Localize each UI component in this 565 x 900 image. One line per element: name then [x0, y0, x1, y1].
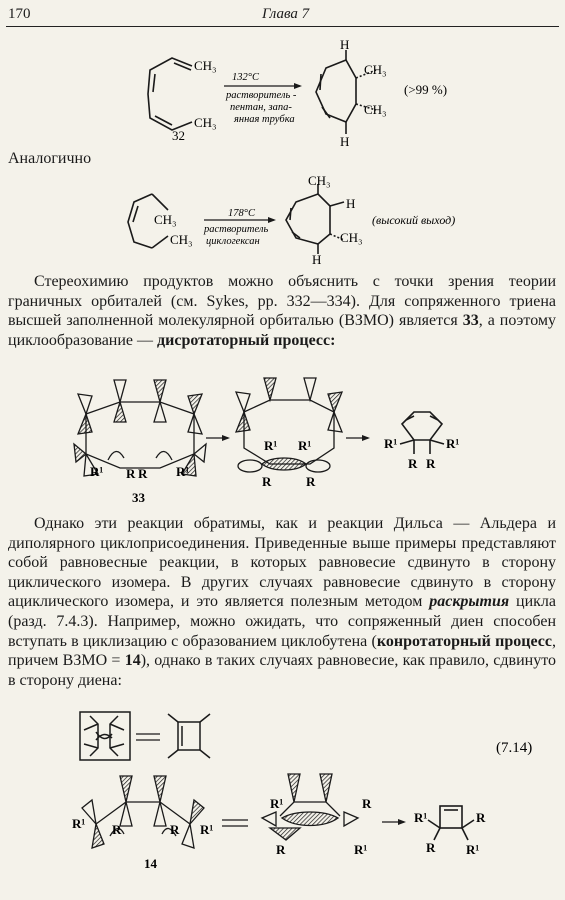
homo-ref: 14 — [124, 652, 141, 670]
ch3-label: CH₃ — [308, 173, 331, 188]
ch3-label: CH₃ — [194, 58, 217, 73]
substituent-label: R¹ — [446, 436, 460, 451]
page-number: 170 — [8, 6, 31, 22]
triene-32-structure — [148, 58, 192, 130]
substituent-label: R¹ — [414, 810, 428, 825]
condition-temperature: 178°C — [228, 208, 255, 219]
hydrogen-label: H — [312, 252, 322, 264]
substituent-label: R — [112, 822, 122, 837]
transition-orbital-diagram — [236, 378, 342, 472]
ch3-label: CH₃ — [364, 62, 387, 77]
scheme-2-cyclization — [0, 172, 565, 264]
substituent-label: R — [426, 456, 436, 471]
bicyclic-product — [286, 184, 344, 254]
substituent-label: R — [262, 474, 272, 489]
scheme-4-cyclobutene-equilibrium — [0, 704, 565, 900]
condition-text: пентан, запа- — [230, 102, 292, 113]
substituent-label: R — [126, 466, 136, 481]
substituent-label: R — [170, 822, 180, 837]
ch3-label: CH₃ — [364, 102, 387, 117]
yield-label: (высокий выход) — [372, 213, 456, 227]
equilibrium-arrows — [136, 734, 160, 740]
substituent-label: R — [408, 456, 418, 471]
compound-ref: 33 — [462, 312, 479, 330]
diene-schematic — [80, 712, 130, 760]
ch3-label: CH₃ — [170, 232, 193, 247]
chapter-title: Глава 7 — [262, 6, 310, 22]
condition-text: циклогексан — [206, 236, 260, 247]
ch3-label: CH₃ — [340, 230, 363, 245]
substituent-label: R¹ — [384, 436, 398, 451]
substituent-label: R¹ — [90, 464, 104, 479]
hydrogen-label: H — [340, 134, 350, 148]
condition-text: растворитель - — [226, 90, 297, 101]
substituent-label: R¹ — [270, 796, 284, 811]
orbital-diagram-33 — [74, 380, 206, 476]
condition-text: растворитель — [204, 224, 269, 235]
compound-number: 33 — [132, 490, 145, 505]
hydrogen-label: H — [340, 37, 350, 52]
cyclobutene-schematic — [168, 714, 210, 758]
header-rule — [6, 26, 559, 27]
reaction-arrow — [382, 819, 406, 825]
scheme-1-triene-cyclization — [0, 30, 565, 148]
compound-number: 14 — [144, 856, 157, 871]
substituent-label: R¹ — [298, 438, 312, 453]
substituent-label: R — [476, 810, 486, 825]
orbital-diagram-14 — [82, 776, 204, 848]
reaction-arrow — [206, 435, 230, 441]
substituent-label: R¹ — [264, 438, 278, 453]
substituent-label: R¹ — [200, 822, 214, 837]
scheme-3-homo-disrotatory — [0, 372, 565, 510]
equilibrium-arrows — [222, 820, 248, 826]
ring-opening-term: раскрытия — [429, 593, 510, 611]
ch3-label: CH₃ — [154, 212, 177, 227]
analogous-label: Аналогично — [8, 150, 92, 167]
yield-label: (>99 %) — [404, 82, 448, 97]
condition-temperature: 132°C — [232, 72, 259, 83]
paragraph-stereochemistry: Стереохимию продуктов можно объяснить с точки зрения теории граничных орбиталей (см. Sykes, pp. 332—334). Для сопряженного триена высшей заполненной молекулярной орбиталью (ВЗМО) является 33, а поэтому циклообразование — дисротаторный процесс: — [8, 273, 557, 349]
substituent-label: R¹ — [72, 816, 86, 831]
substituent-label: R — [306, 474, 316, 489]
compound-number: 32 — [172, 128, 185, 143]
substituent-label: R — [276, 842, 286, 857]
equation-number: (7.14) — [496, 740, 533, 756]
disrotatory-term: дисротаторный процесс: — [157, 331, 336, 349]
substituent-label: R¹ — [466, 842, 480, 857]
reaction-arrow — [224, 83, 302, 89]
cyclohexadiene-disubstituted-product — [400, 412, 444, 454]
ch3-label: CH₃ — [194, 115, 217, 130]
substituent-label: R¹ — [354, 842, 368, 857]
reaction-arrow — [346, 435, 370, 441]
condition-text: янная трубка — [234, 114, 295, 125]
substituent-label: R — [362, 796, 372, 811]
hydrogen-label: H — [346, 196, 356, 211]
paragraph-reversibility: Однако эти реакции обратимы, как и реакции Дильса — Альдера и диполярного циклоприсоединения. Приведенные выше примеры представляют собой равновесные реакции, в которых равновесие сдвинуто в сторону циклического изомера. В других случаях равновесие сдвинуто в сторону ациклического изомера, и это является полезным методом раскрытия цикла (разд. 7.4.3). Например, можно ожидать, что сопряженный диен способен вступать в циклизацию с образованием циклобутена (конротаторный процесс, причем ВЗМО = 14), однако в таких случаях равновесие, как правило, сдвинуто в сторону диена: — [8, 515, 557, 689]
cyclobutene-product — [428, 806, 474, 840]
substituent-label: R — [426, 840, 436, 855]
substituent-label: R — [138, 466, 148, 481]
substituent-label: R¹ — [176, 464, 190, 479]
conrotatory-term: конротаторный процесс — [376, 632, 552, 650]
